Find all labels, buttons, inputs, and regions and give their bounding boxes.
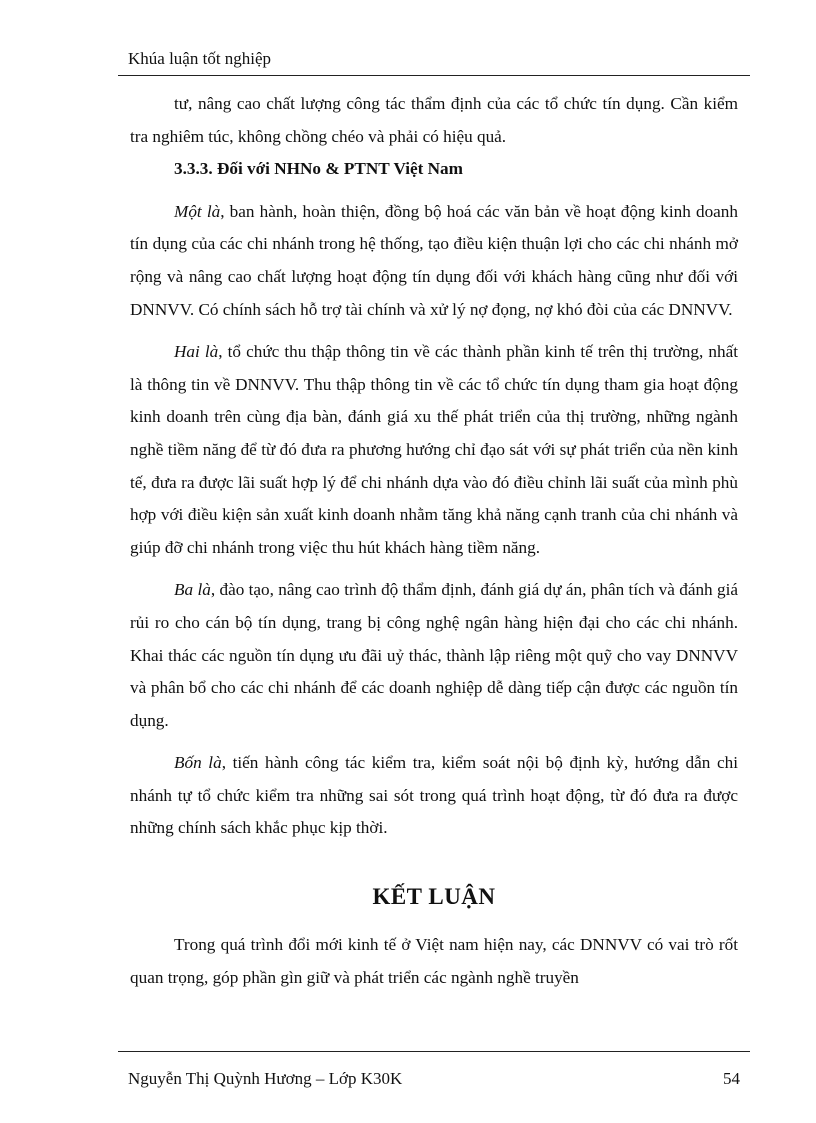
page-number: 54 [723,1069,740,1088]
paragraph-3-lead: Ba là [174,580,211,600]
paragraph-2 [130,336,738,564]
paragraph-2-text: , tổ chức thu thập thông tin về các thành phần kinh tế trên thị trường, nhất là thông tin về DNNVV. Thu thập thông tin về các tổ chức tín dụng tham gia hoạt động kinh doanh trên cùng địa bàn, đánh giá xu thế phát triển của thị trường, những ngành nghề tiềm năng để từ đó đưa ra phương hướng chỉ đạo sát với sự phát triển của nền kinh tế, đưa ra được lãi suất hợp lý để chi nhánh dựa vào đó điều chỉnh lãi suất của mình phù hợp với điều kiện sản xuất kinh doanh nhằm tăng khả năng cạnh tranh của chi nhánh và giúp đỡ chi nhánh trong việc thu hút khách hàng tiềm năng. [130,342,738,557]
footer-author: Nguyễn Thị Quỳnh Hương – Lớp K30K [128,1069,403,1088]
conclusion-paragraph: Trong quá trình đổi mới kinh tế ở Việt nam hiện nay, các DNNVV có vai trò rốt quan trọng, góp phần gìn giữ và phát triển các ngành nghề truyền [130,935,738,987]
paragraph-1-lead: Một là [174,201,221,221]
paragraph-4-lead: Bốn là [174,753,222,773]
paragraph-3 [130,574,738,737]
running-header: Khúa luận tốt nghiệp [128,49,272,68]
section-heading: 3.3.3. Đối với NHNo & PTNT Việt Nam [174,159,463,179]
paragraph-4 [130,747,738,845]
conclusion-title: KẾT LUẬN [372,884,496,910]
continued-paragraph: tư, nâng cao chất lượng công tác thẩm định của các tổ chức tín dụng. Cần kiểm tra nghiêm túc, không chồng chéo và phải có hiệu quả. [130,94,738,146]
paragraph-4-text: , tiến hành công tác kiểm tra, kiểm soát nội bộ định kỳ, hướng dẫn chi nhánh tự tổ chức kiểm tra những sai sót trong quá trình hoạt động, từ đó đưa ra được những chính sách khắc phục kịp thời. [130,753,738,838]
paragraph-2-lead: Hai là [174,342,219,362]
footer-rule [118,1051,750,1052]
header-rule [118,75,750,76]
paragraph-1-text: , ban hành, hoàn thiện, đồng bộ hoá các văn bản về hoạt động kinh doanh tín dụng của các chi nhánh trong hệ thống, tạo điều kiện thuận lợi cho các chi nhánh mở rộng và nâng cao chất lượng hoạt động tín dụng đối với khách hàng cũng như đối với DNNVV. Có chính sách hỗ trợ tài chính và xử lý nợ đọng, nợ khó đòi của các DNNVV. [130,201,738,319]
paragraph-1 [130,196,738,326]
body-text [130,88,738,994]
paragraph-3-text: , đào tạo, nâng cao trình độ thẩm định, đánh giá dự án, phân tích và đánh giá rủi ro cho cán bộ tín dụng, trang bị công nghệ ngân hàng hiện đại cho các chi nhánh. Khai thác các nguồn tín dụng ưu đãi uỷ thác, thành lập riêng một quỹ cho vay DNNVV và phân bổ cho các chi nhánh để các doanh nghiệp dễ dàng tiếp cận được các nguồn tín dụng. [130,580,739,730]
